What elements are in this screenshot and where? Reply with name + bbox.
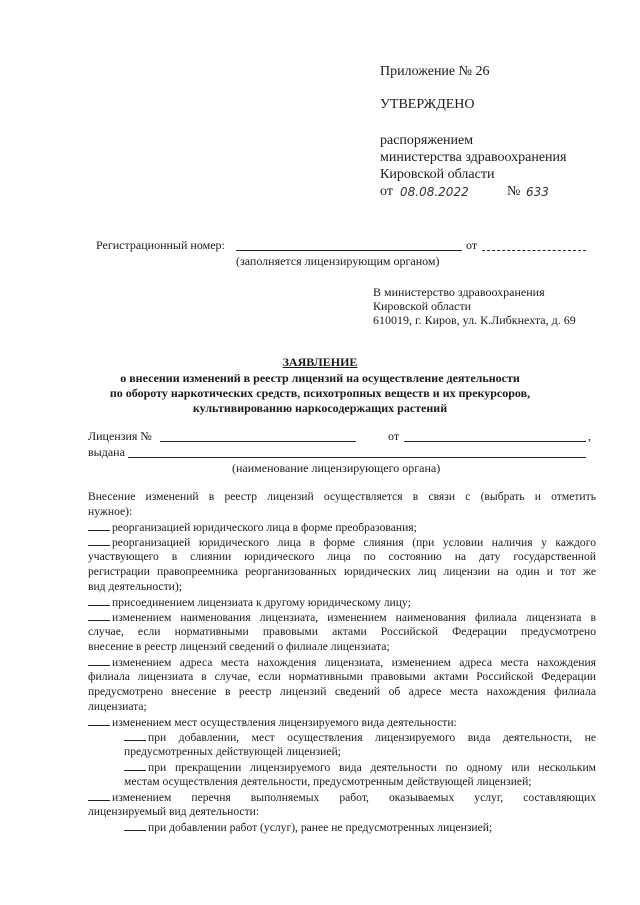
option-places-stop <box>124 759 596 775</box>
license-issuer-line <box>128 457 586 458</box>
registration-note: (заполняется лицензирующим органом) <box>236 254 440 268</box>
recipient-line-2: Кировской области <box>373 299 472 313</box>
approved-ministry: министерства здравоохранения <box>380 150 567 165</box>
appendix-number: Приложение № 26 <box>380 64 490 79</box>
statement-title: ЗАЯВЛЕНИЕ <box>282 355 358 369</box>
approval-date-label: от <box>380 184 393 199</box>
option-places-text: изменением мест осуществления лицензируемого вида деятельности: <box>112 716 457 729</box>
license-from-label: от <box>388 429 400 443</box>
approval-date-handwritten: 08.08.2022 <box>400 185 469 199</box>
license-number-line <box>160 441 356 442</box>
option-places-add-line-2: предусмотренных действующей лицензией; <box>124 745 341 758</box>
license-issuer-note: (наименование лицензирующего органа) <box>232 461 441 475</box>
intro-line-2: нужное): <box>88 505 133 518</box>
option-name-change-line-3: внесение в реестр лицензий сведений о филиале лицензиата; <box>88 640 390 653</box>
option-transformation-text: реорганизацией юридического лица в форме преобразования; <box>112 521 417 534</box>
option-accession-text: присоединением лицензиата к другому юридическому лицу; <box>112 596 411 609</box>
option-works <box>88 789 596 805</box>
checkbox-blank[interactable] <box>88 714 110 726</box>
option-places-add <box>124 729 596 745</box>
option-name-change-line-2: случае, если нормативными правовыми актами Российской Федерации предусмотрено <box>88 625 596 638</box>
recipient-line-3: 610019, г. Киров, ул. К.Либкнехта, д. 69 <box>373 313 576 327</box>
license-issued-label: выдана <box>88 445 125 459</box>
option-merger-line-2: участвующего в слиянии юридического лица по состоянию на дату государственной <box>88 550 596 563</box>
option-works-add <box>124 819 492 835</box>
license-label: Лицензия № <box>88 429 152 443</box>
registration-number-line <box>236 250 462 251</box>
checkbox-blank[interactable] <box>88 654 110 666</box>
option-merger <box>88 534 596 550</box>
checkbox-blank[interactable] <box>124 759 146 771</box>
option-name-change-line-1: изменением наименования лицензиата, изменением наименования филиала лицензиата в <box>112 611 596 624</box>
option-address-change-line-2: филиала лицензиата в случае, если нормативными правовыми актами Российской Федерации <box>88 670 596 683</box>
option-places-stop-line-2: местам осуществления деятельности, предусмотренным действующей лицензией; <box>124 775 532 788</box>
option-address-change-line-4: лицензиата; <box>88 700 147 713</box>
statement-subtitle-2: по обороту наркотических средств, психотропных веществ и их прекурсоров, <box>109 386 531 400</box>
checkbox-blank[interactable] <box>88 594 110 606</box>
option-merger-line-1: реорганизацией юридического лица в форме слияния (при условии наличия у каждого <box>112 536 596 549</box>
option-accession <box>88 594 411 610</box>
option-merger-line-4: вид деятельности); <box>88 580 182 593</box>
intro-line-1: Внесение изменений в реестр лицензий осуществляется в связи с (выбрать и отметить <box>88 490 596 503</box>
checkbox-blank[interactable] <box>124 729 146 741</box>
registration-label: Регистрационный номер: <box>96 238 225 252</box>
statement-subtitle-3: культивированию наркосодержащих растений <box>192 401 448 415</box>
statement-subtitle-1: о внесении изменений в реестр лицензий на осуществление деятельности <box>120 371 520 385</box>
approved-region: Кировской области <box>380 167 495 182</box>
option-address-change-line-1: изменением адреса места нахождения лицензиата, изменением адреса места нахождения <box>112 656 596 669</box>
option-places-stop-line-1: при прекращении лицензируемого вида деятельности по одному или нескольким <box>148 761 596 774</box>
option-works-add-text: при добавлении работ (услуг), ранее не предусмотренных лицензией; <box>148 821 493 834</box>
registration-date-line <box>482 250 586 251</box>
option-places-add-line-1: при добавлении, мест осуществления лицензируемого вида деятельности, не <box>148 731 596 744</box>
option-places <box>88 714 457 730</box>
license-date-comma: , <box>588 429 591 443</box>
option-address-change <box>88 654 596 670</box>
option-works-line-2: лицензируемый вид деятельности: <box>88 805 260 818</box>
registration-from-label: от <box>466 238 478 252</box>
checkbox-blank[interactable] <box>124 819 146 831</box>
checkbox-blank[interactable] <box>88 609 110 621</box>
checkbox-blank[interactable] <box>88 534 110 546</box>
checkbox-blank[interactable] <box>88 789 110 801</box>
approval-number-handwritten: 633 <box>526 185 549 199</box>
recipient-line-1: В министерство здравоохранения <box>373 285 545 299</box>
option-transformation <box>88 519 417 535</box>
license-date-line <box>404 441 586 442</box>
option-address-change-line-3: предусмотрено внесение в реестр лицензий сведений об адресе места нахождения филиала <box>88 685 596 698</box>
approved-label: УТВЕРЖДЕНО <box>380 97 475 112</box>
option-merger-line-3: регистрации правопреемника реорганизованных юридических лиц лицензии на один и тот же <box>88 565 596 578</box>
approval-number-label: № <box>507 184 521 199</box>
checkbox-blank[interactable] <box>88 519 110 531</box>
option-works-line-1: изменением перечня выполняемых работ, оказываемых услуг, составляющих <box>112 791 596 804</box>
approved-by-order: распоряжением <box>380 133 474 148</box>
option-name-change <box>88 609 596 625</box>
